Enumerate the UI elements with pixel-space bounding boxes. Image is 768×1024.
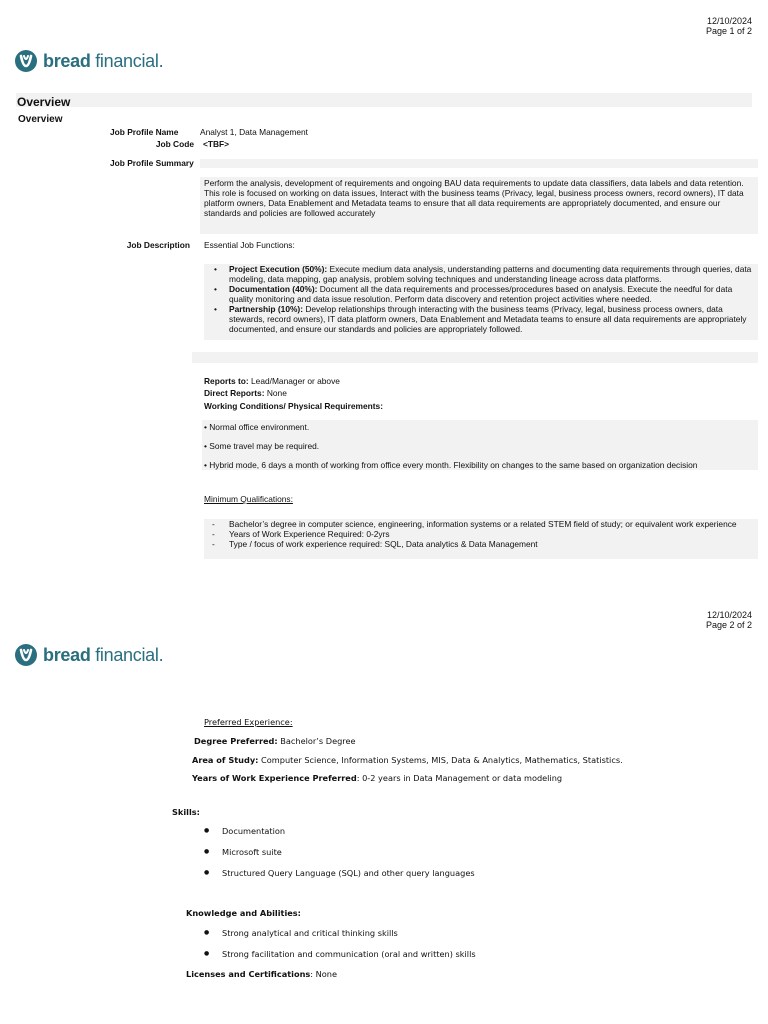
job-code-label: Job Code: [155, 139, 194, 149]
bread-financial-logo-icon: [15, 50, 37, 72]
condition-item: • Hybrid mode, 6 days a month of working from office every month. Flexibility on changes to the same based on organization decision: [204, 460, 698, 470]
essential-title: Essential Job Functions:: [204, 240, 295, 250]
function-item: • Partnership (10%): Develop relationships through interacting with the business teams (Privacy, legal, business process owners, data stewards, record owners), IT data platform owners, Data Enablement and Metadata teams to ensure all data requirements are appropriately documented, and ensure our standards and policies are appropriately followed.: [204, 304, 758, 334]
function-item: • Project Execution (50%): Execute medium data analysis, understanding patterns and documenting data requirements through queries, data modeling, data mapping, gap analysis, problem solving techniques and understanding lineage across data platforms.: [204, 264, 758, 284]
skills-title: Skills:: [172, 807, 200, 817]
condition-item: • Normal office environment.: [204, 422, 310, 432]
page2-date: 12/10/2024: [706, 610, 752, 620]
profile-name-label: Job Profile Name: [110, 127, 179, 137]
direct-reports: Direct Reports: None: [204, 388, 287, 398]
min-quals-box: [204, 519, 758, 559]
function-item: • Documentation (40%): Document all the data requirements and processes/procedures based on analysis. Execute the needful for data quality monitoring and data issue resolution. Perform data discovery and retention project activities where needed.: [204, 284, 758, 304]
spacer-bar: [192, 352, 758, 363]
section-title: Overview: [17, 95, 71, 109]
summary-label: Job Profile Summary: [110, 158, 194, 168]
knowledge-item: ● Strong facilitation and communication (oral and written) skills: [186, 949, 686, 959]
knowledge-title: Knowledge and Abilities:: [186, 908, 301, 918]
min-qual-item: - Type / focus of work experience required: SQL, Data analytics & Data Management: [204, 539, 758, 549]
skill-item: ● Microsoft suite: [186, 847, 686, 857]
preferred-title: Preferred Experience:: [204, 717, 293, 727]
working-conditions-label: Working Conditions/ Physical Requirements:: [204, 401, 384, 411]
years-preferred: Years of Work Experience Preferred: 0-2 years in Data Management or data modeling: [192, 773, 563, 783]
sub-title: Overview: [18, 114, 63, 125]
condition-item: • Some travel may be required.: [204, 441, 320, 451]
page1-header: [706, 16, 752, 36]
skill-item: ● Structured Query Language (SQL) and other query languages: [186, 868, 686, 878]
area-of-study: Area of Study: Computer Science, Information Systems, MIS, Data & Analytics, Mathematics, Statistics.: [192, 755, 623, 765]
profile-name-value: Analyst 1, Data Management: [200, 127, 309, 137]
page1-logo: [15, 50, 163, 72]
bread-financial-logo-icon: [15, 644, 37, 666]
knowledge-list: [186, 928, 686, 970]
skills-list: [186, 826, 686, 889]
logo-wordmark: bread financial.: [43, 50, 164, 71]
page2-logo: [15, 644, 163, 666]
conditions-box: [202, 420, 758, 470]
overview-heading-bar: [16, 93, 752, 107]
min-qual-item: - Bachelor’s degree in computer science, engineering, information systems or a related STEM field of study; or equivalent work experience: [204, 519, 758, 529]
job-code-value: <TBF>: [203, 139, 230, 149]
description-label: Job Description: [126, 240, 190, 250]
skill-item: ● Documentation: [186, 826, 686, 836]
min-qual-title: Minimum Qualifications:: [204, 494, 293, 504]
degree-preferred: Degree Preferred: Bachelor’s Degree: [194, 736, 356, 746]
page1-page-number: Page 1 of 2: [705, 26, 752, 36]
summary-text: Perform the analysis, development of requirements and ongoing BAU data requirements to update data classifiers, data labels and data retention. This role is focused on working on data issues, Interact with the business teams (Privacy, legal, business process owners, record owners), IT data platform owners, Data Enablement and Metadata teams to ensure that all data requirements are appropriately documented, and ensure our standards and policies are followed accurately: [200, 177, 758, 234]
summary-bar: [200, 159, 758, 168]
licenses: Licenses and Certifications: None: [186, 969, 338, 979]
functions-box: [204, 264, 758, 340]
page1-date: 12/10/2024: [706, 16, 752, 26]
logo-wordmark: bread financial.: [43, 644, 164, 665]
min-qual-item: - Years of Work Experience Required: 0-2yrs: [204, 529, 758, 539]
knowledge-item: ● Strong analytical and critical thinking skills: [186, 928, 686, 938]
page2-header: [706, 610, 752, 630]
reports-to: Reports to: Lead/Manager or above: [204, 376, 340, 386]
page2-page-number: Page 2 of 2: [705, 620, 752, 630]
